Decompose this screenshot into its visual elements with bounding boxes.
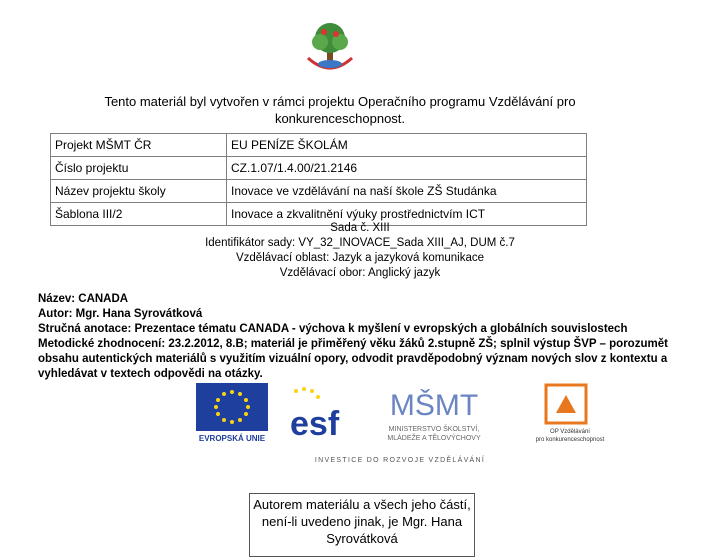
meta-hodnoceni: Metodické zhodnocení: 23.2.2012, 8.B; materiál je přiměřený věku žáků 2.stupně ZŠ; splnil výstup ŠVP – porozumět obsahu autentických materiálů s využitím vizuální opory, odvodit pravděpodobný význam nových slov z kontextu a vyhledávat v textech odpovědi na otázky. <box>38 338 668 380</box>
table-cell: CZ.1.07/1.4.00/21.2146 <box>227 157 587 180</box>
table-cell: Inovace a zkvalitnění výuky prostřednictvím ICT <box>227 203 587 226</box>
table-cell: Číslo projektu <box>51 157 227 180</box>
table-row <box>51 180 587 203</box>
investice-text: INVESTICE DO ROZVOJE VZDĚLÁVÁNÍ <box>314 457 486 464</box>
eu-flag-logo <box>196 383 268 443</box>
table-cell: Název projektu školy <box>51 180 227 203</box>
table-row <box>51 157 587 180</box>
sada-obor: Vzdělávací obor: Anglický jazyk <box>279 267 441 279</box>
meta-nazev: Název: CANADA <box>38 293 129 305</box>
author-note: Autorem materiálu a všech jeho částí, není-li uvedeno jinak, je Mgr. Hana Syrovátková <box>249 493 475 557</box>
msmt-logo <box>370 381 498 443</box>
table-cell: Projekt MŠMT ČR <box>51 134 227 157</box>
sada-oblast: Vzdělávací oblast: Jazyk a jazyková komunikace <box>235 252 484 264</box>
sada-info <box>150 221 570 281</box>
table-row <box>51 134 587 157</box>
msmt-line1: MINISTERSTVO ŠKOLSTVÍ, <box>388 426 480 433</box>
material-meta <box>38 292 698 382</box>
esf-logo <box>288 383 346 443</box>
table-cell: Šablona III/2 <box>51 203 227 226</box>
msmt-mark: MŠMT <box>389 389 479 422</box>
table-cell: EU PENÍZE ŠKOLÁM <box>227 134 587 157</box>
msmt-line2: MLÁDEŽE A TĚLOVÝCHOVY <box>387 435 481 442</box>
op-line1: OP Vzdělávání <box>550 429 590 435</box>
project-table <box>50 133 587 226</box>
sada-title: Sada č. XIII <box>330 222 390 234</box>
table-cell: Inovace ve vzdělávání na naší škole ZŠ Studánka <box>227 180 587 203</box>
eu-label: EVROPSKÁ UNIE <box>198 434 266 443</box>
esf-label: esf <box>290 405 340 443</box>
sada-identifier: Identifikátor sady: VY_32_INOVACE_Sada XIII_AJ, DUM č.7 <box>205 237 515 249</box>
meta-anotace: Stručná anotace: Prezentace tématu CANADA - výchova k myšlení v evropských a globálních souvislostech <box>38 323 628 335</box>
intro-text: Tento materiál byl vytvořen v rámci projektu Operačního programu Vzdělávání pro konkurenceschopnost. <box>104 94 576 126</box>
op-logo <box>528 383 612 445</box>
school-logo <box>300 18 360 76</box>
meta-autor: Autor: Mgr. Hana Syrovátková <box>38 308 203 320</box>
op-line2: pro konkurenceschopnost <box>535 437 605 443</box>
